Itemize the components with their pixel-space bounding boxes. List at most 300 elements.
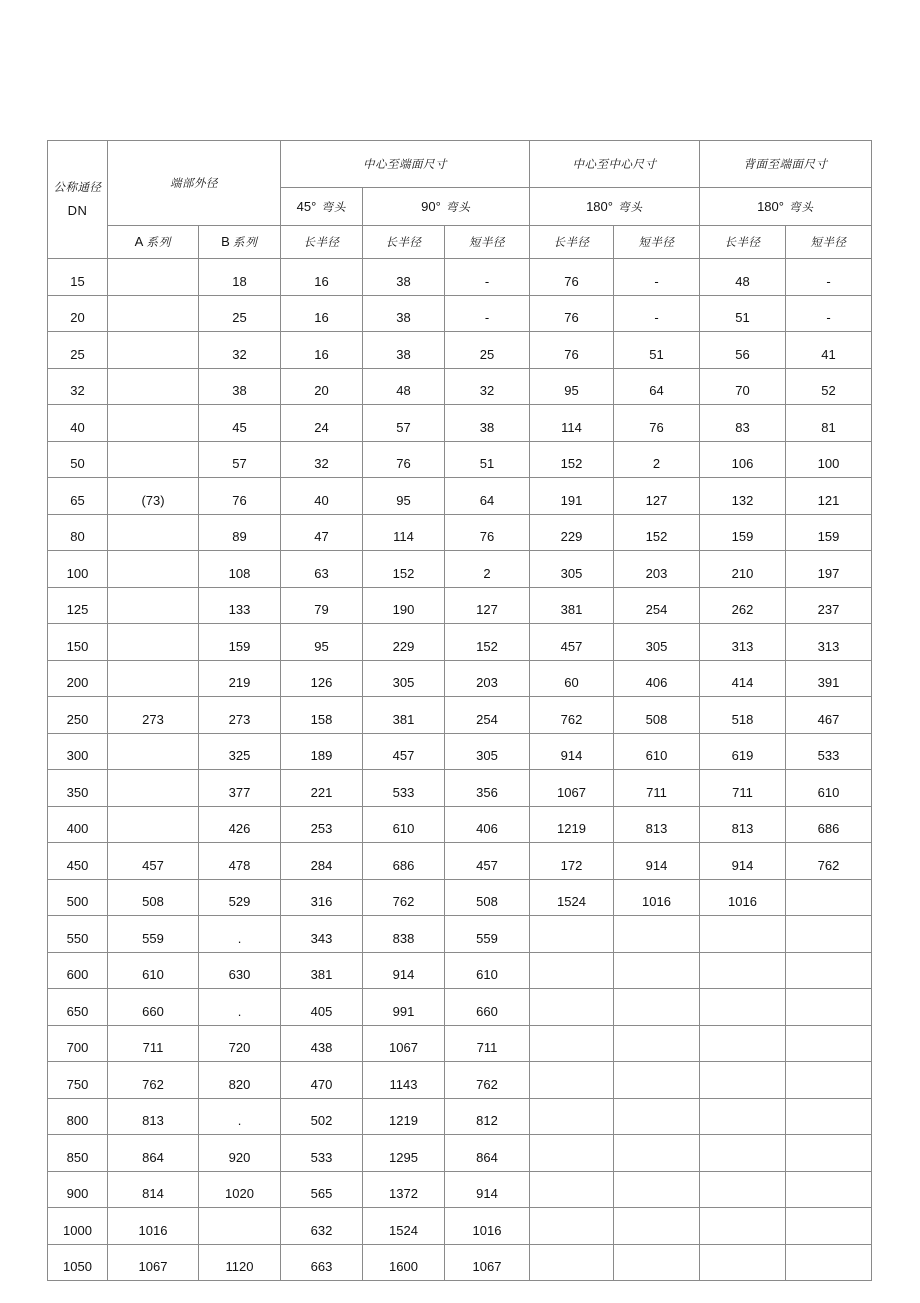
cell-dn: 400: [48, 806, 108, 843]
header-180-back-short-radius: 短半径: [786, 226, 872, 259]
table-cell: 20: [281, 368, 363, 405]
table-cell: [786, 1062, 872, 1099]
table-cell: 711: [614, 770, 700, 807]
table-cell: 48: [363, 368, 445, 405]
table-cell: 1067: [363, 1025, 445, 1062]
cell-dn: 500: [48, 879, 108, 916]
table-row: [48, 368, 872, 405]
table-cell: 663: [281, 1244, 363, 1281]
document-page: [47, 140, 871, 1281]
cell-dn: 50: [48, 441, 108, 478]
header-nominal-diameter: [48, 141, 108, 259]
table-row: [48, 697, 872, 734]
table-row: [48, 1135, 872, 1172]
table-cell: [614, 989, 700, 1026]
table-cell: 313: [700, 624, 786, 661]
table-cell: 189: [281, 733, 363, 770]
table-cell: 356: [445, 770, 530, 807]
table-row: [48, 332, 872, 369]
table-row: [48, 660, 872, 697]
table-cell: 660: [108, 989, 199, 1026]
table-cell: [108, 368, 199, 405]
table-cell: [614, 952, 700, 989]
table-cell: 221: [281, 770, 363, 807]
table-cell: 152: [363, 551, 445, 588]
table-cell: 127: [445, 587, 530, 624]
cell-dn: 15: [48, 259, 108, 296]
cell-dn: 25: [48, 332, 108, 369]
table-cell: 610: [108, 952, 199, 989]
table-cell: 83: [700, 405, 786, 442]
table-cell: -: [614, 259, 700, 296]
table-cell: 100: [786, 441, 872, 478]
table-cell: 529: [199, 879, 281, 916]
table-cell: (73): [108, 478, 199, 515]
table-cell: 660: [445, 989, 530, 1026]
header-elbow-45-cjk: 弯头: [321, 199, 347, 214]
table-cell: 991: [363, 989, 445, 1026]
table-cell: 254: [614, 587, 700, 624]
table-row: [48, 1244, 872, 1281]
table-cell: 253: [281, 806, 363, 843]
table-cell: 254: [445, 697, 530, 734]
header-elbow-180-center-cjk: 弯头: [617, 199, 643, 214]
table-cell: 38: [199, 368, 281, 405]
table-cell: [108, 733, 199, 770]
table-cell: 610: [445, 952, 530, 989]
table-row: [48, 295, 872, 332]
cell-dn: 700: [48, 1025, 108, 1062]
table-row: [48, 806, 872, 843]
table-row: [48, 587, 872, 624]
table-cell: 762: [108, 1062, 199, 1099]
table-cell: 32: [281, 441, 363, 478]
table-cell: 159: [700, 514, 786, 551]
table-cell: 16: [281, 259, 363, 296]
table-cell: 914: [700, 843, 786, 880]
table-cell: [108, 587, 199, 624]
table-cell: 467: [786, 697, 872, 734]
cell-dn: 550: [48, 916, 108, 953]
table-cell: [700, 1171, 786, 1208]
table-cell: [108, 660, 199, 697]
cell-dn: 450: [48, 843, 108, 880]
table-cell: [108, 295, 199, 332]
header-center-to-center: 中心至中心尺寸: [530, 141, 700, 188]
table-cell: 305: [445, 733, 530, 770]
table-row: [48, 1025, 872, 1062]
table-cell: 406: [614, 660, 700, 697]
table-cell: [700, 989, 786, 1026]
table-cell: [786, 1171, 872, 1208]
table-cell: 914: [445, 1171, 530, 1208]
table-cell: 518: [700, 697, 786, 734]
table-cell: -: [786, 295, 872, 332]
header-elbow-90-cjk: 弯头: [445, 199, 471, 214]
table-row: [48, 770, 872, 807]
table-cell: 470: [281, 1062, 363, 1099]
table-cell: [786, 1244, 872, 1281]
table-cell: 686: [786, 806, 872, 843]
table-row: [48, 843, 872, 880]
table-row: [48, 478, 872, 515]
header-180-center-long-radius: 长半径: [530, 226, 614, 259]
table-cell: 559: [108, 916, 199, 953]
table-cell: 914: [614, 843, 700, 880]
table-cell: 273: [199, 697, 281, 734]
table-cell: 838: [363, 916, 445, 953]
table-cell: 457: [108, 843, 199, 880]
table-row: [48, 1098, 872, 1135]
table-cell: 813: [700, 806, 786, 843]
table-cell: 414: [700, 660, 786, 697]
table-cell: 313: [786, 624, 872, 661]
table-cell: [614, 916, 700, 953]
table-cell: 478: [199, 843, 281, 880]
table-cell: 1067: [108, 1244, 199, 1281]
table-cell: 1020: [199, 1171, 281, 1208]
table-cell: 16: [281, 295, 363, 332]
table-cell: 48: [700, 259, 786, 296]
table-cell: 70: [700, 368, 786, 405]
header-series-b-cjk: 系列: [232, 235, 258, 249]
table-cell: 38: [363, 259, 445, 296]
table-cell: 1016: [445, 1208, 530, 1245]
table-cell: 57: [199, 441, 281, 478]
cell-dn: 300: [48, 733, 108, 770]
table-row: [48, 514, 872, 551]
table-cell: 60: [530, 660, 614, 697]
table-cell: 1600: [363, 1244, 445, 1281]
table-cell: .: [199, 916, 281, 953]
table-cell: 95: [363, 478, 445, 515]
header-back-to-end: 背面至端面尺寸: [700, 141, 872, 188]
table-cell: 132: [700, 478, 786, 515]
table-row: [48, 624, 872, 661]
table-cell: 2: [445, 551, 530, 588]
table-cell: 284: [281, 843, 363, 880]
table-cell: 457: [363, 733, 445, 770]
cell-dn: 150: [48, 624, 108, 661]
table-row: [48, 989, 872, 1026]
table-cell: 305: [614, 624, 700, 661]
cell-dn: 1050: [48, 1244, 108, 1281]
table-cell: 152: [445, 624, 530, 661]
table-cell: 405: [281, 989, 363, 1026]
table-cell: 305: [363, 660, 445, 697]
table-cell: 1016: [614, 879, 700, 916]
table-cell: [700, 1062, 786, 1099]
header-series-a-lat: A: [134, 234, 144, 249]
table-cell: 1372: [363, 1171, 445, 1208]
table-row: [48, 1171, 872, 1208]
table-cell: [108, 770, 199, 807]
table-cell: 89: [199, 514, 281, 551]
table-cell: [786, 879, 872, 916]
cell-dn: 800: [48, 1098, 108, 1135]
table-cell: 203: [614, 551, 700, 588]
cell-dn: 32: [48, 368, 108, 405]
table-cell: [786, 1135, 872, 1172]
table-cell: 52: [786, 368, 872, 405]
header-end-outer-diameter: 端部外径: [108, 141, 281, 226]
table-cell: 16: [281, 332, 363, 369]
table-cell: 273: [108, 697, 199, 734]
table-cell: 457: [445, 843, 530, 880]
table-cell: 114: [363, 514, 445, 551]
table-cell: 262: [700, 587, 786, 624]
table-cell: [199, 1208, 281, 1245]
table-row: [48, 1208, 872, 1245]
table-cell: 79: [281, 587, 363, 624]
table-cell: 41: [786, 332, 872, 369]
table-cell: 45: [199, 405, 281, 442]
table-cell: [530, 1062, 614, 1099]
table-cell: [530, 989, 614, 1026]
header-45-long-radius: 长半径: [281, 226, 363, 259]
table-cell: 1524: [363, 1208, 445, 1245]
table-cell: 711: [108, 1025, 199, 1062]
table-cell: [530, 1135, 614, 1172]
table-row: [48, 551, 872, 588]
table-cell: 2: [614, 441, 700, 478]
table-cell: 152: [530, 441, 614, 478]
header-180-center-short-radius: 短半径: [614, 226, 700, 259]
table-cell: [530, 1098, 614, 1135]
table-cell: [700, 916, 786, 953]
table-cell: 51: [445, 441, 530, 478]
table-row: [48, 259, 872, 296]
table-cell: [614, 1025, 700, 1062]
table-cell: 864: [445, 1135, 530, 1172]
header-group-row: [48, 141, 872, 188]
table-cell: 57: [363, 405, 445, 442]
table-cell: 121: [786, 478, 872, 515]
table-cell: [614, 1244, 700, 1281]
table-row: [48, 1062, 872, 1099]
table-cell: [530, 1244, 614, 1281]
table-cell: [108, 259, 199, 296]
table-cell: 152: [614, 514, 700, 551]
cell-dn: 350: [48, 770, 108, 807]
table-cell: [786, 1208, 872, 1245]
header-series-row: [48, 226, 872, 259]
cell-dn: 1000: [48, 1208, 108, 1245]
header-180-back-long-radius: 长半径: [700, 226, 786, 259]
table-cell: .: [199, 1098, 281, 1135]
table-cell: [614, 1135, 700, 1172]
table-cell: [530, 1171, 614, 1208]
table-cell: 1016: [700, 879, 786, 916]
table-cell: 64: [445, 478, 530, 515]
table-cell: [614, 1098, 700, 1135]
table-cell: 126: [281, 660, 363, 697]
table-row: [48, 952, 872, 989]
table-cell: 630: [199, 952, 281, 989]
table-cell: 51: [700, 295, 786, 332]
header-series-a: [108, 226, 199, 259]
table-cell: 381: [363, 697, 445, 734]
table-cell: -: [786, 259, 872, 296]
table-cell: [108, 441, 199, 478]
table-cell: [108, 332, 199, 369]
table-cell: 533: [786, 733, 872, 770]
table-cell: [700, 1098, 786, 1135]
table-cell: 610: [614, 733, 700, 770]
table-cell: 159: [786, 514, 872, 551]
table-cell: 1524: [530, 879, 614, 916]
table-cell: [530, 952, 614, 989]
cell-dn: 40: [48, 405, 108, 442]
table-cell: 686: [363, 843, 445, 880]
table-cell: [530, 916, 614, 953]
table-cell: 508: [614, 697, 700, 734]
table-cell: 133: [199, 587, 281, 624]
table-cell: 914: [530, 733, 614, 770]
table-cell: 190: [363, 587, 445, 624]
table-cell: 391: [786, 660, 872, 697]
table-cell: 438: [281, 1025, 363, 1062]
table-cell: [614, 1171, 700, 1208]
table-cell: 219: [199, 660, 281, 697]
table-cell: 32: [445, 368, 530, 405]
table-cell: [108, 624, 199, 661]
table-cell: 76: [363, 441, 445, 478]
table-cell: [786, 1098, 872, 1135]
table-cell: [108, 806, 199, 843]
table-cell: 81: [786, 405, 872, 442]
table-cell: 812: [445, 1098, 530, 1135]
table-cell: 203: [445, 660, 530, 697]
table-cell: 565: [281, 1171, 363, 1208]
table-cell: -: [614, 295, 700, 332]
header-series-b: [199, 226, 281, 259]
table-cell: 813: [614, 806, 700, 843]
cell-dn: 600: [48, 952, 108, 989]
table-cell: 158: [281, 697, 363, 734]
header-elbow-180-center-deg: 180°: [586, 198, 613, 214]
table-cell: [614, 1062, 700, 1099]
table-cell: 95: [530, 368, 614, 405]
cell-dn: 100: [48, 551, 108, 588]
header-series-a-cjk: 系列: [146, 235, 172, 249]
table-cell: 610: [786, 770, 872, 807]
table-cell: 762: [786, 843, 872, 880]
table-cell: [786, 989, 872, 1026]
table-cell: 64: [614, 368, 700, 405]
table-cell: 457: [530, 624, 614, 661]
table-cell: [786, 1025, 872, 1062]
table-cell: 762: [445, 1062, 530, 1099]
table-cell: 559: [445, 916, 530, 953]
table-cell: 106: [700, 441, 786, 478]
table-cell: 1295: [363, 1135, 445, 1172]
table-cell: 229: [530, 514, 614, 551]
cell-dn: 250: [48, 697, 108, 734]
table-cell: 1016: [108, 1208, 199, 1245]
table-cell: 76: [614, 405, 700, 442]
table-cell: 24: [281, 405, 363, 442]
table-cell: 343: [281, 916, 363, 953]
table-cell: 533: [281, 1135, 363, 1172]
table-cell: 95: [281, 624, 363, 661]
table-cell: 864: [108, 1135, 199, 1172]
table-cell: 325: [199, 733, 281, 770]
header-90-long-radius: 长半径: [363, 226, 445, 259]
table-cell: 381: [281, 952, 363, 989]
table-cell: 1067: [445, 1244, 530, 1281]
cell-dn: 650: [48, 989, 108, 1026]
table-cell: [530, 1025, 614, 1062]
table-cell: 1219: [363, 1098, 445, 1135]
table-cell: 762: [363, 879, 445, 916]
table-cell: 920: [199, 1135, 281, 1172]
table-cell: 76: [199, 478, 281, 515]
table-cell: 711: [445, 1025, 530, 1062]
header-90-short-radius: 短半径: [445, 226, 530, 259]
header-elbow-45: [281, 188, 363, 226]
table-cell: [700, 1244, 786, 1281]
header-nominal-diameter-dn: DN: [67, 202, 88, 218]
table-cell: [786, 916, 872, 953]
table-cell: 38: [445, 405, 530, 442]
table-cell: 820: [199, 1062, 281, 1099]
table-cell: 32: [199, 332, 281, 369]
table-cell: 1120: [199, 1244, 281, 1281]
cell-dn: 200: [48, 660, 108, 697]
table-cell: 197: [786, 551, 872, 588]
table-cell: [530, 1208, 614, 1245]
table-cell: 619: [700, 733, 786, 770]
table-cell: 63: [281, 551, 363, 588]
table-cell: 56: [700, 332, 786, 369]
table-row: [48, 916, 872, 953]
table-cell: [108, 514, 199, 551]
table-cell: 38: [363, 295, 445, 332]
table-cell: [700, 1025, 786, 1062]
header-series-b-lat: B: [221, 234, 230, 249]
table-cell: 533: [363, 770, 445, 807]
table-cell: 229: [363, 624, 445, 661]
table-header: [48, 141, 872, 259]
table-cell: 316: [281, 879, 363, 916]
header-elbow-45-deg: 45°: [296, 198, 317, 214]
table-cell: 25: [445, 332, 530, 369]
table-cell: 720: [199, 1025, 281, 1062]
table-row: [48, 405, 872, 442]
table-row: [48, 733, 872, 770]
table-cell: 159: [199, 624, 281, 661]
cell-dn: 750: [48, 1062, 108, 1099]
table-cell: 711: [700, 770, 786, 807]
table-cell: 40: [281, 478, 363, 515]
table-cell: 305: [530, 551, 614, 588]
table-cell: [786, 952, 872, 989]
cell-dn: 125: [48, 587, 108, 624]
table-cell: 502: [281, 1098, 363, 1135]
pipe-fitting-dimensions-table: [47, 140, 872, 1281]
table-cell: 508: [445, 879, 530, 916]
table-cell: 76: [530, 332, 614, 369]
cell-dn: 20: [48, 295, 108, 332]
table-cell: -: [445, 295, 530, 332]
table-cell: 426: [199, 806, 281, 843]
header-elbow-180-center: [530, 188, 700, 226]
table-cell: 632: [281, 1208, 363, 1245]
table-cell: 76: [445, 514, 530, 551]
header-nominal-diameter-cn: 公称通径: [53, 179, 102, 194]
table-cell: 377: [199, 770, 281, 807]
